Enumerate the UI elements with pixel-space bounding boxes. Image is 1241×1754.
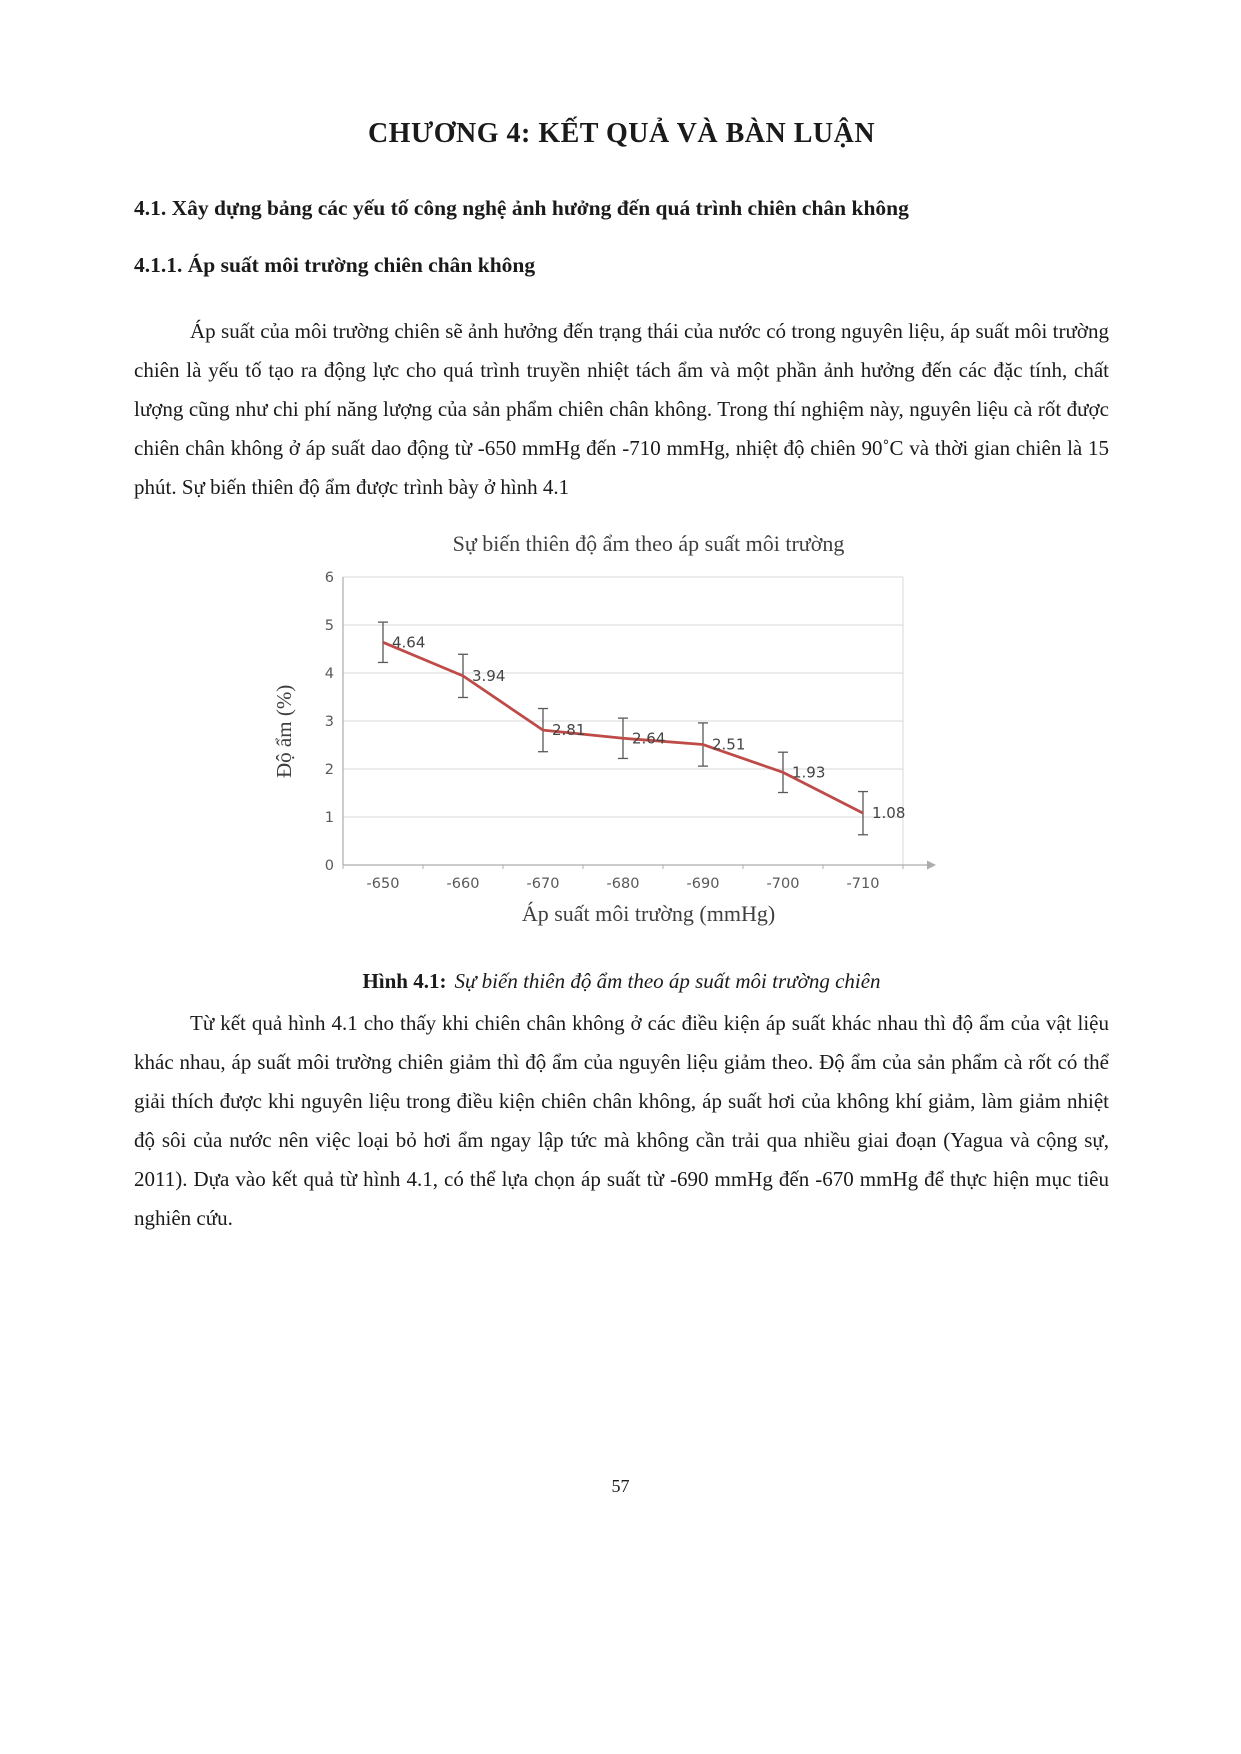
svg-text:-700: -700 — [766, 876, 799, 892]
svg-text:-690: -690 — [686, 876, 719, 892]
moisture-line-chart — [272, 531, 972, 927]
paragraph-1: Áp suất của môi trường chiên sẽ ảnh hưởng đến trạng thái của nước có trong nguyên liệu, áp suất môi trường chiên là yếu tố tạo ra động lực cho quá trình truyền nhiệt tách ẩm và một phần ảnh hưởng đến các đặc tính, chất lượng cũng như chi phí năng lượng của sản phẩm chiên chân không. Trong thí nghiệm này, nguyên liệu cà rốt được chiên chân không ở áp suất dao động từ -650 mmHg đến -710 mmHg, nhiệt độ chiên 90˚C và thời gian chiên là 15 phút. Sự biến thiên độ ẩm được trình bày ở hình 4.1 — [134, 319, 1109, 499]
svg-text:-680: -680 — [606, 876, 639, 892]
chart-title: Sự biến thiên độ ẩm theo áp suất môi trường — [452, 531, 845, 556]
chart-y-axis-label: Độ ẩm (%) — [271, 684, 296, 778]
chart-x-axis-label: Áp suất môi trường (mmHg) — [521, 901, 776, 926]
svg-text:3: 3 — [324, 714, 334, 730]
svg-text:2.81: 2.81 — [551, 721, 585, 740]
svg-text:1.93: 1.93 — [791, 763, 825, 782]
chapter-title: CHƯƠNG 4: KẾT QUẢ VÀ BÀN LUẬN — [367, 118, 876, 149]
section-heading-4-1-1: 4.1.1. Áp suất môi trường chiên chân không — [134, 253, 536, 277]
chart-svg — [299, 563, 943, 899]
svg-text:4.64: 4.64 — [391, 633, 425, 652]
figure-caption-text: Sự biến thiên độ ẩm theo áp suất môi trường chiên — [454, 969, 881, 993]
svg-text:4: 4 — [324, 666, 334, 682]
svg-text:-710: -710 — [846, 876, 879, 892]
section-heading-4-1: 4.1. Xây dựng bảng các yếu tố công nghệ ảnh hưởng đến quá trình chiên chân không — [134, 196, 909, 220]
svg-text:2: 2 — [324, 762, 334, 778]
figure-caption-label: Hình 4.1: — [362, 969, 447, 993]
svg-text:0: 0 — [324, 858, 334, 874]
paragraph-2: Từ kết quả hình 4.1 cho thấy khi chiên chân không ở các điều kiện áp suất khác nhau thì độ ẩm của vật liệu khác nhau, áp suất môi trường chiên giảm thì độ ẩm của nguyên liệu giảm theo. Độ ẩm của sản phẩm cà rốt có thể giải thích được khi nguyên liệu trong điều kiện chiên chân không, áp suất hơi của không khí giảm, làm giảm nhiệt độ sôi của nước nên việc loại bỏ hơi ẩm ngay lập tức mà không cần trải qua nhiều giai đoạn (Yagua và cộng sự, 2011). Dựa vào kết quả từ hình 4.1, có thể lựa chọn áp suất từ -690 mmHg đến -670 mmHg để thực hiện mục tiêu nghiên cứu. — [134, 1011, 1109, 1230]
svg-text:2.51: 2.51 — [711, 735, 745, 754]
figure-caption — [134, 969, 1109, 994]
page-number: 57 — [611, 1476, 630, 1496]
svg-text:1: 1 — [324, 810, 334, 826]
svg-text:1.08: 1.08 — [871, 804, 905, 823]
svg-text:2.64: 2.64 — [631, 729, 665, 748]
svg-text:-660: -660 — [446, 876, 479, 892]
figure-4-1 — [134, 531, 1109, 994]
svg-text:5: 5 — [324, 618, 334, 634]
svg-text:3.94: 3.94 — [471, 666, 505, 685]
svg-text:6: 6 — [324, 570, 334, 586]
svg-text:-670: -670 — [526, 876, 559, 892]
svg-text:-650: -650 — [366, 876, 399, 892]
